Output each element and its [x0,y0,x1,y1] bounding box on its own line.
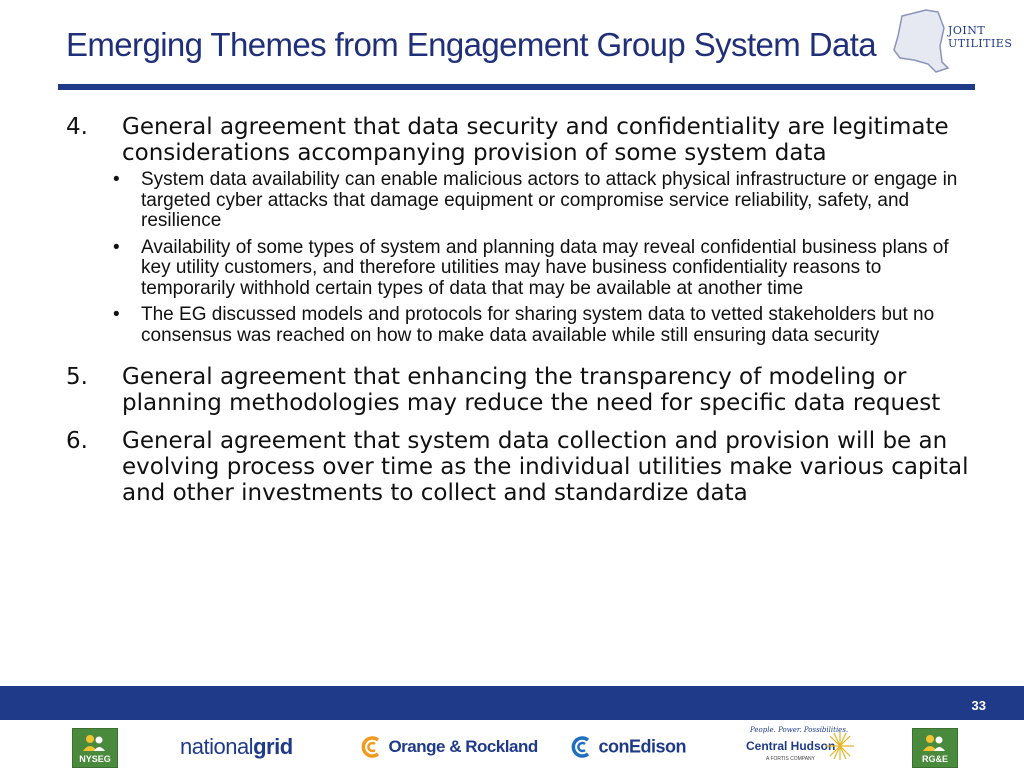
item-number: 4. [66,114,88,140]
rge-logo-text: RG&E [921,754,948,764]
item-text: General agreement that data security and confidentiality are legitimate considerations accompanying provision of some system data [122,114,949,166]
nyseg-logo [72,728,118,768]
item-number: 6. [66,428,88,454]
slide-title: Emerging Themes from Engagement Group System Data [66,26,877,63]
nationalgrid-logo-national: national [180,734,254,759]
people-icon [913,731,957,753]
bullet-icon: • [113,169,120,190]
item-text: General agreement that system data collection and provision will be an evolving process over time as the individual utilities make various capital and other investments to collect and standardize data [122,428,969,506]
title-divider [58,84,975,90]
sub-bullet-list [113,169,976,346]
list-item-4 [66,114,976,352]
central-hudson-logo [740,726,860,768]
central-hudson-tagline: People. Power. Possibilities. [750,726,849,734]
item-body [122,364,976,416]
logo-line-1: JOINT [948,24,986,37]
joint-utilities-logo [948,24,1012,50]
sub-bullet [113,236,976,300]
sub-bullet-text: Availability of some types of system and planning data may reveal confidential business plans of key utility customers, and therefore utilities may have business confidentiality reasons to temporarily withhold certain types of data that may be available at another time [141,236,949,299]
nationalgrid-logo-grid: grid [253,734,293,759]
item-number: 5. [66,364,88,390]
footer-logos [0,724,1024,768]
page-number: 33 [971,698,986,713]
people-icon [73,731,117,753]
item-body [113,114,976,352]
sub-bullet [113,304,976,346]
conedison-logo-text: conEdison [598,736,686,757]
item-body [122,428,976,506]
orange-rockland-mark-icon [358,736,384,758]
sub-bullet-text: System data availability can enable malicious actors to attack physical infrastructure or engage in targeted cyber attacks that damage equipment or compromise service reliability, safety, and resilience [141,169,958,231]
footer-band [0,686,1024,720]
rge-logo [912,728,958,768]
bullet-icon: • [113,304,120,325]
orange-rockland-logo [358,736,538,758]
sunburst-icon [824,730,856,762]
slide-content [66,114,976,506]
logo-line-2: UTILITIES [948,37,1013,50]
nationalgrid-logo [180,734,293,760]
central-hudson-sub-text: A FORTIS COMPANY [766,756,815,762]
conedison-logo [568,736,686,758]
conedison-mark-icon [568,736,594,758]
list-item-6 [66,428,976,506]
nyseg-logo-text: NYSEG [79,754,111,764]
central-hudson-logo-text: Central Hudson [746,739,836,753]
list-item-5 [66,364,976,416]
item-text: General agreement that enhancing the transparency of modeling or planning methodologies may reduce the need for specific data request [122,364,941,416]
orange-rockland-logo-text: Orange & Rockland [388,737,538,756]
bullet-icon: • [113,236,120,258]
sub-bullet-text: The EG discussed models and protocols for sharing system data to vetted stakeholders but no consensus was reached on how to make data available while still ensuring data security [141,304,935,346]
sub-bullet [113,169,976,232]
